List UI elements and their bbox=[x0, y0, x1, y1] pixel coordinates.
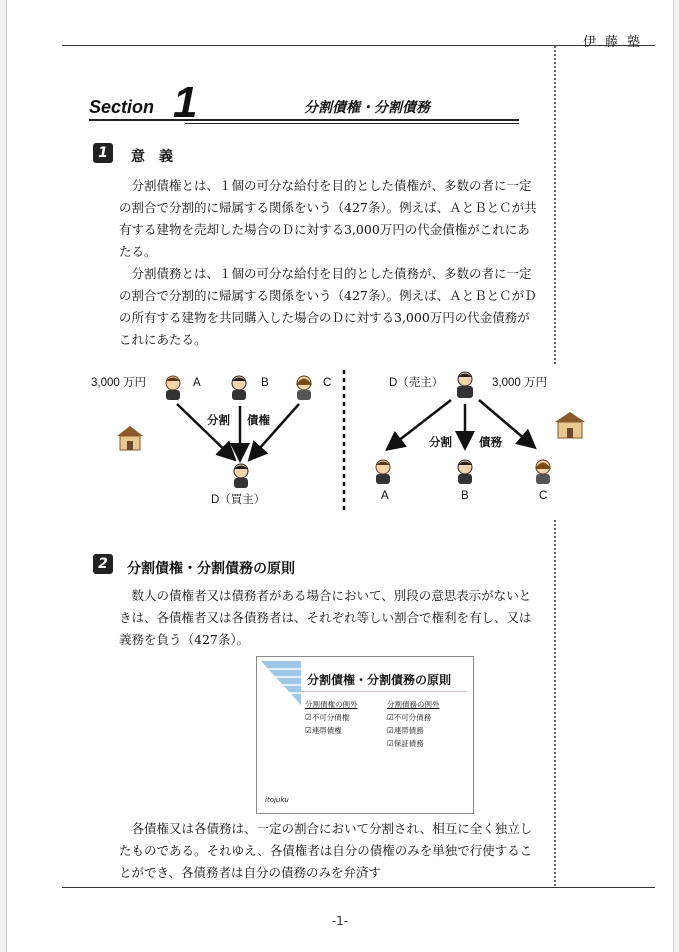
person-a-icon bbox=[373, 458, 393, 484]
heading-principle: 分割債権・分割債務の原則 bbox=[127, 561, 295, 577]
slide-column-heading: 分割債務の例外 bbox=[387, 700, 440, 709]
heading-badge-2: 2 bbox=[93, 554, 113, 574]
label-b-right: B bbox=[461, 490, 469, 502]
section-number: 1 bbox=[173, 78, 198, 127]
section-underline-thin bbox=[185, 123, 519, 124]
heading-meaning: 意 義 bbox=[131, 149, 173, 165]
lecture-slide bbox=[256, 656, 474, 814]
slide-column-claims bbox=[305, 698, 358, 737]
slide-list-item: ☑保証債務 bbox=[387, 739, 424, 748]
section-title: 分割債権・分割債務 bbox=[304, 100, 430, 116]
slide-divider bbox=[299, 691, 467, 692]
label-debt: 債務 bbox=[479, 435, 502, 449]
header-org-name: 伊藤塾 bbox=[583, 35, 650, 50]
document-page bbox=[6, 0, 674, 952]
person-d-buyer-icon bbox=[230, 462, 252, 488]
section-word: Section bbox=[89, 97, 155, 117]
heading-badge-1: 1 bbox=[93, 143, 113, 163]
slide-title: 分割債権・分割債務の原則 bbox=[307, 673, 452, 687]
paragraph-divisible-debt: 分割債務とは、１個の可分な給付を目的とした債務が、多数の者に一定の割合で分割的に帰属する関係をいう（427条）。例えば、ＡとＢとＣがＤの所有する建物を共同購入した場合のＤに対する3,000万円の代金債務がこれにあたる。 bbox=[119, 266, 537, 347]
paragraph-independence: 各債権又は各債務は、一定の割合において分割され、相互に全く独立したものである。それゆえ、各債権者は自分の債権のみを単独で行使することができ、各債務者は自分の債務のみを弁済す bbox=[119, 821, 533, 880]
paragraph-block-3 bbox=[119, 818, 539, 884]
paragraph-block-2 bbox=[119, 585, 539, 651]
label-claim: 債権 bbox=[247, 413, 270, 427]
label-divided: 分割 bbox=[207, 413, 230, 427]
amount-label-right: 3,000 万円 bbox=[492, 377, 547, 389]
label-a-right: A bbox=[381, 490, 389, 502]
page-number: -1- bbox=[331, 914, 349, 928]
label-c-right: C bbox=[539, 490, 548, 502]
slide-column-heading: 分割債権の例外 bbox=[305, 700, 358, 709]
claims-debts-diagram bbox=[87, 362, 577, 512]
paragraph-divisible-claim: 分割債権とは、１個の可分な給付を目的とした債権が、多数の者に一定の割合で分割的に帰属する関係をいう（427条）。例えば、ＡとＢとＣが共有する建物を売却した場合のＤに対する3,000万円の代金債権がこれにあたる。 bbox=[119, 178, 537, 259]
person-d-seller-icon bbox=[453, 370, 477, 398]
label-c-left: C bbox=[323, 377, 332, 389]
margin-dotted-line bbox=[554, 46, 556, 364]
paragraph-principle: 数人の債権者又は債務者がある場合において、別段の意思表示がないときは、各債権者又は各債務者は、それぞれ等しい割合で権利を有し、又は義務を負う（427条）。 bbox=[119, 588, 532, 647]
slide-logo: itojuku bbox=[265, 796, 289, 804]
house-icon bbox=[553, 410, 587, 440]
label-a-left: A bbox=[193, 377, 201, 389]
house-icon bbox=[115, 424, 145, 452]
slide-list-item: ☑不可分債務 bbox=[387, 713, 432, 722]
slide-corner-decoration bbox=[261, 661, 301, 707]
person-b-icon bbox=[455, 458, 475, 484]
label-divided: 分割 bbox=[429, 435, 452, 449]
slide-list-item: ☑連帯債務 bbox=[387, 726, 424, 735]
slide-list-item: ☑連帯債権 bbox=[305, 726, 342, 735]
person-c-icon bbox=[533, 458, 553, 484]
label-d-seller: D（売主） bbox=[389, 377, 444, 389]
slide-column-debts bbox=[387, 698, 440, 750]
slide-list-item: ☑不可分債権 bbox=[305, 713, 350, 722]
margin-dotted-line bbox=[554, 520, 556, 886]
label-d-buyer: D（買主） bbox=[211, 494, 266, 506]
person-b-icon bbox=[229, 374, 249, 400]
header-rule bbox=[62, 45, 655, 46]
paragraph-block-1 bbox=[119, 175, 539, 351]
section-header bbox=[89, 78, 519, 127]
section-underline bbox=[89, 119, 519, 121]
person-a-icon bbox=[163, 374, 183, 400]
footer-rule bbox=[62, 887, 655, 888]
label-b-left: B bbox=[261, 377, 269, 389]
person-c-icon bbox=[294, 374, 314, 400]
amount-label-left: 3,000 万円 bbox=[91, 377, 146, 389]
